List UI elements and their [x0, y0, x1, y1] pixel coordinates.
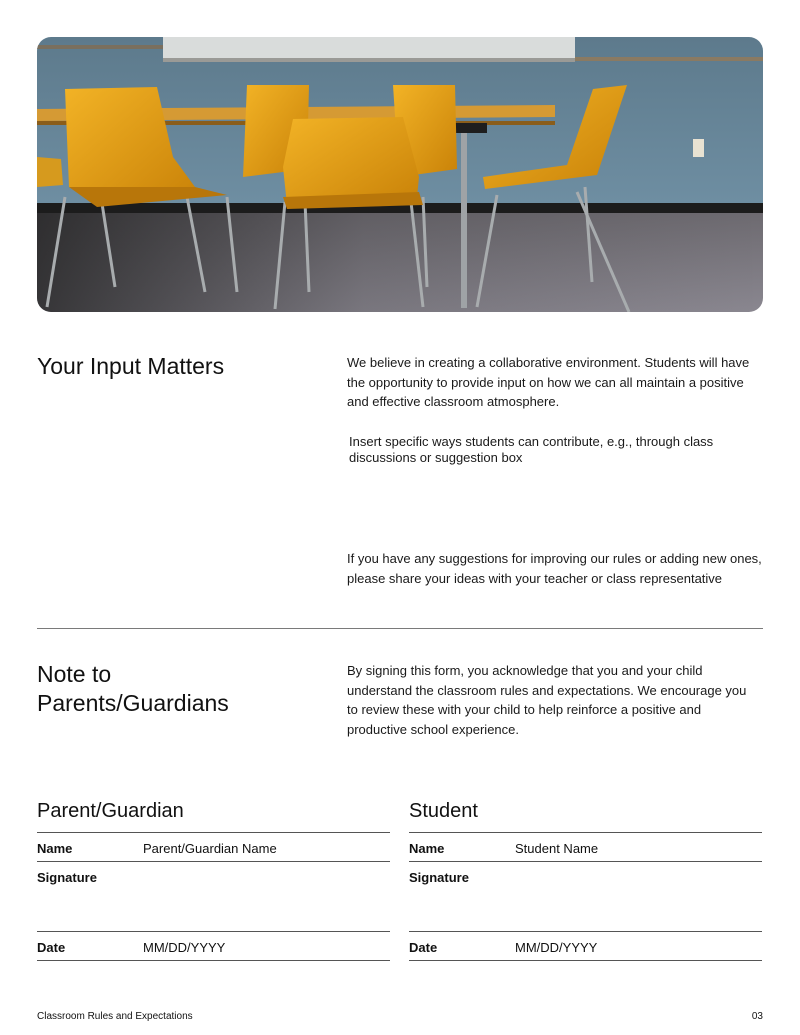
note-body-text: By signing this form, you acknowledge that you and your child understand the classroom rules and expectations. We encourage you to review these with your child to help reinforce a positive and productive school experience. [347, 663, 747, 737]
parent-date-label: Date [37, 940, 66, 955]
student-block-heading: Student [409, 800, 478, 822]
parent-signature-label: Signature [37, 870, 97, 885]
hero-classroom-image [37, 37, 763, 312]
student-date-row [409, 931, 762, 961]
parent-name-row [37, 832, 390, 861]
parent-block-heading: Parent/Guardian [37, 800, 184, 822]
student-signature-label: Signature [409, 870, 469, 885]
note-section-title: Note to Parents/Guardians [37, 661, 229, 716]
section-divider [37, 628, 763, 629]
student-name-field[interactable]: Student Name [515, 841, 599, 856]
parent-signature-block [37, 798, 390, 961]
parent-date-field[interactable]: MM/DD/YYYY [143, 940, 226, 955]
student-date-field[interactable]: MM/DD/YYYY [515, 940, 598, 955]
student-signature-row[interactable] [409, 861, 762, 931]
parent-name-field[interactable]: Parent/Guardian Name [143, 841, 277, 856]
student-date-label: Date [409, 940, 438, 955]
input-intro-text: We believe in creating a collaborative environment. Students will have the opportunity to provide input on how we can all maintain a positive and effective classroom atmosphere. [347, 355, 750, 410]
parent-signature-row[interactable] [37, 861, 390, 931]
contribution-placeholder-text[interactable]: Insert specific ways students can contribute, e.g., through class discussions or suggestion box [349, 434, 714, 465]
parent-date-row [37, 931, 390, 961]
footer-page-number: 03 [751, 1011, 763, 1022]
parent-name-label: Name [37, 841, 73, 856]
suggestions-text: If you have any suggestions for improving our rules or adding new ones, please share your ideas with your teacher or class representative [347, 551, 762, 586]
student-name-row [409, 832, 762, 861]
student-signature-block [409, 798, 762, 961]
footer-document-title: Classroom Rules and Expectations [37, 1011, 193, 1022]
input-section-title: Your Input Matters [37, 353, 225, 379]
student-name-label: Name [409, 841, 445, 856]
